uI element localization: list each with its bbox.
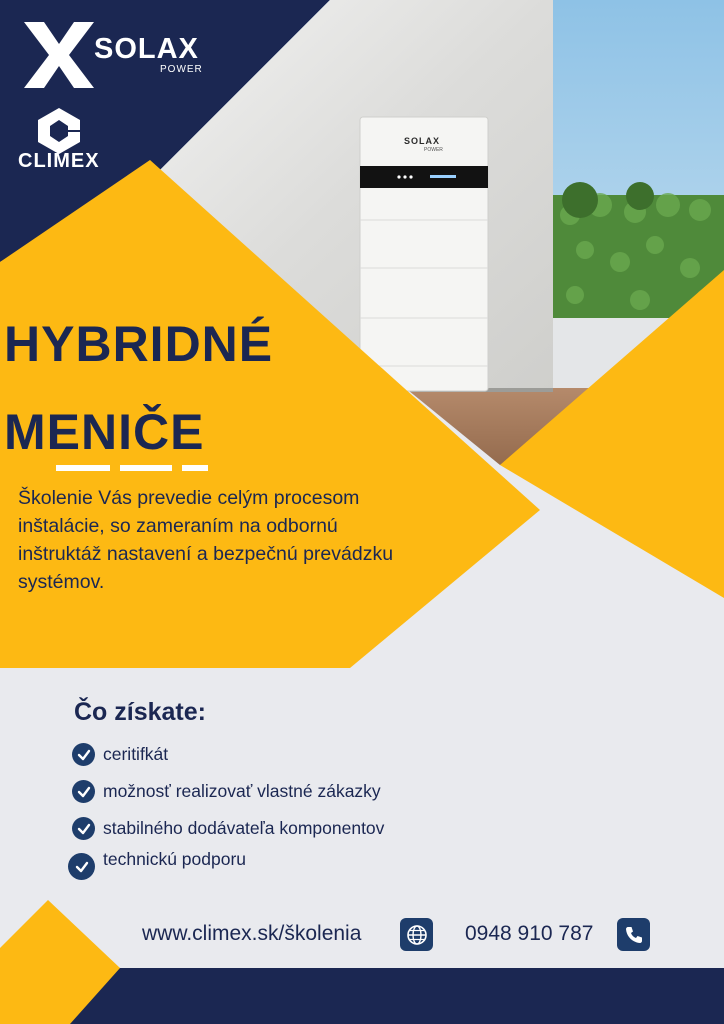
phone-number[interactable]: 0948 910 787 [465, 922, 594, 945]
divider-dash-3 [182, 465, 208, 471]
benefit-item [68, 849, 246, 880]
battery-unit [360, 117, 488, 391]
benefit-item [72, 817, 384, 840]
benefit-label: ceritifkát [103, 744, 169, 764]
headline-line-1: HYBRIDNÉ [4, 316, 274, 372]
benefit-label: technickú podporu [103, 849, 247, 869]
solax-logo-text: SOLAX [94, 33, 199, 65]
product-label: SOLAX [404, 136, 441, 146]
divider-dash-2 [120, 465, 172, 471]
headline-line-2: MENIČE [4, 404, 205, 460]
climex-logo-text: CLIMEX [18, 150, 100, 172]
check-circle-icon [72, 780, 95, 803]
benefits-title: Čo získate: [74, 698, 206, 726]
benefit-label: stabilného dodávateľa komponentov [103, 818, 385, 838]
benefit-label: možnosť realizovať vlastné zákazky [103, 781, 381, 801]
benefit-item [72, 743, 168, 766]
divider-dash-1 [56, 465, 110, 471]
benefit-item [72, 780, 381, 803]
check-circle-icon [68, 853, 95, 880]
solax-logo-subtext: POWER [160, 64, 203, 75]
check-circle-icon [72, 817, 95, 840]
globe-icon[interactable] [400, 918, 433, 951]
description-text: Školenie Vás prevedie celým procesom inštalácie, so zameraním na odbornú inštruktáž nastavení a bezpečnú prevádzku systémov. [18, 487, 394, 593]
check-circle-icon [72, 743, 95, 766]
solax-x-logo-icon [22, 20, 96, 90]
product-sublabel: POWER [424, 147, 443, 153]
phone-icon[interactable] [617, 918, 650, 951]
website-link[interactable]: www.climex.sk/školenia [142, 922, 362, 945]
climex-logo-icon [34, 106, 84, 156]
